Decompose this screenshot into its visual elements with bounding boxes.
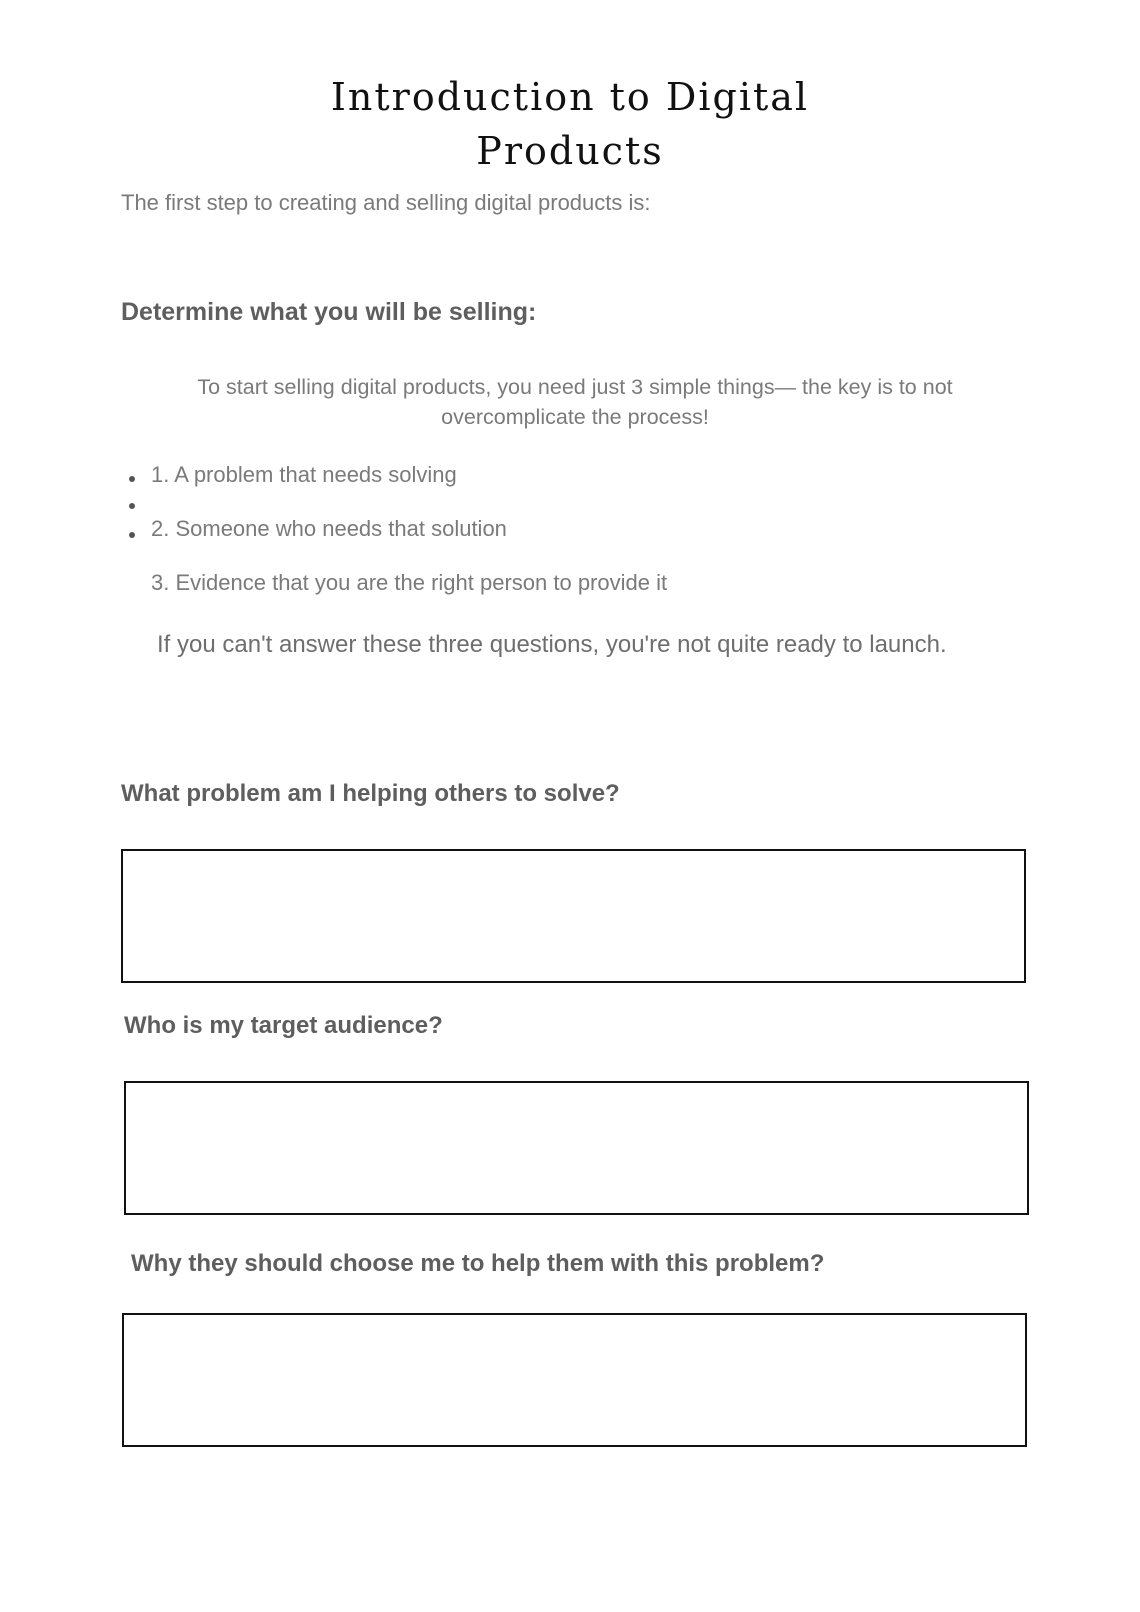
question-label-why-me: Why they should choose me to help them with this problem? — [131, 1250, 825, 1277]
bullet-icon — [129, 503, 135, 509]
audience-answer-field[interactable] — [124, 1081, 1029, 1215]
page-title-text: Introduction to Digital Products — [330, 75, 810, 173]
warning-text: If you can't answer these three questions, you're not quite ready to launch. — [157, 631, 947, 658]
question-label-problem: What problem am I helping others to solve? — [121, 780, 620, 807]
question-label-audience: Who is my target audience? — [124, 1012, 443, 1039]
why-me-answer-field[interactable] — [122, 1313, 1027, 1447]
list-item: 2. Someone who needs that solution — [151, 516, 507, 541]
list-item: 1. A problem that needs solving — [151, 462, 457, 487]
intro-text: The first step to creating and selling digital products is: — [121, 190, 651, 215]
description-paragraph: To start selling digital products, you need just 3 simple things— the key is to not overcomplicate the process! — [197, 375, 953, 429]
problem-answer-field[interactable] — [121, 849, 1026, 983]
section-heading: Determine what you will be selling: — [121, 298, 537, 326]
list-item: 3. Evidence that you are the right person to provide it — [151, 570, 668, 595]
bullet-icon — [129, 532, 135, 538]
page-title — [0, 70, 1140, 178]
bullet-icon — [129, 476, 135, 482]
